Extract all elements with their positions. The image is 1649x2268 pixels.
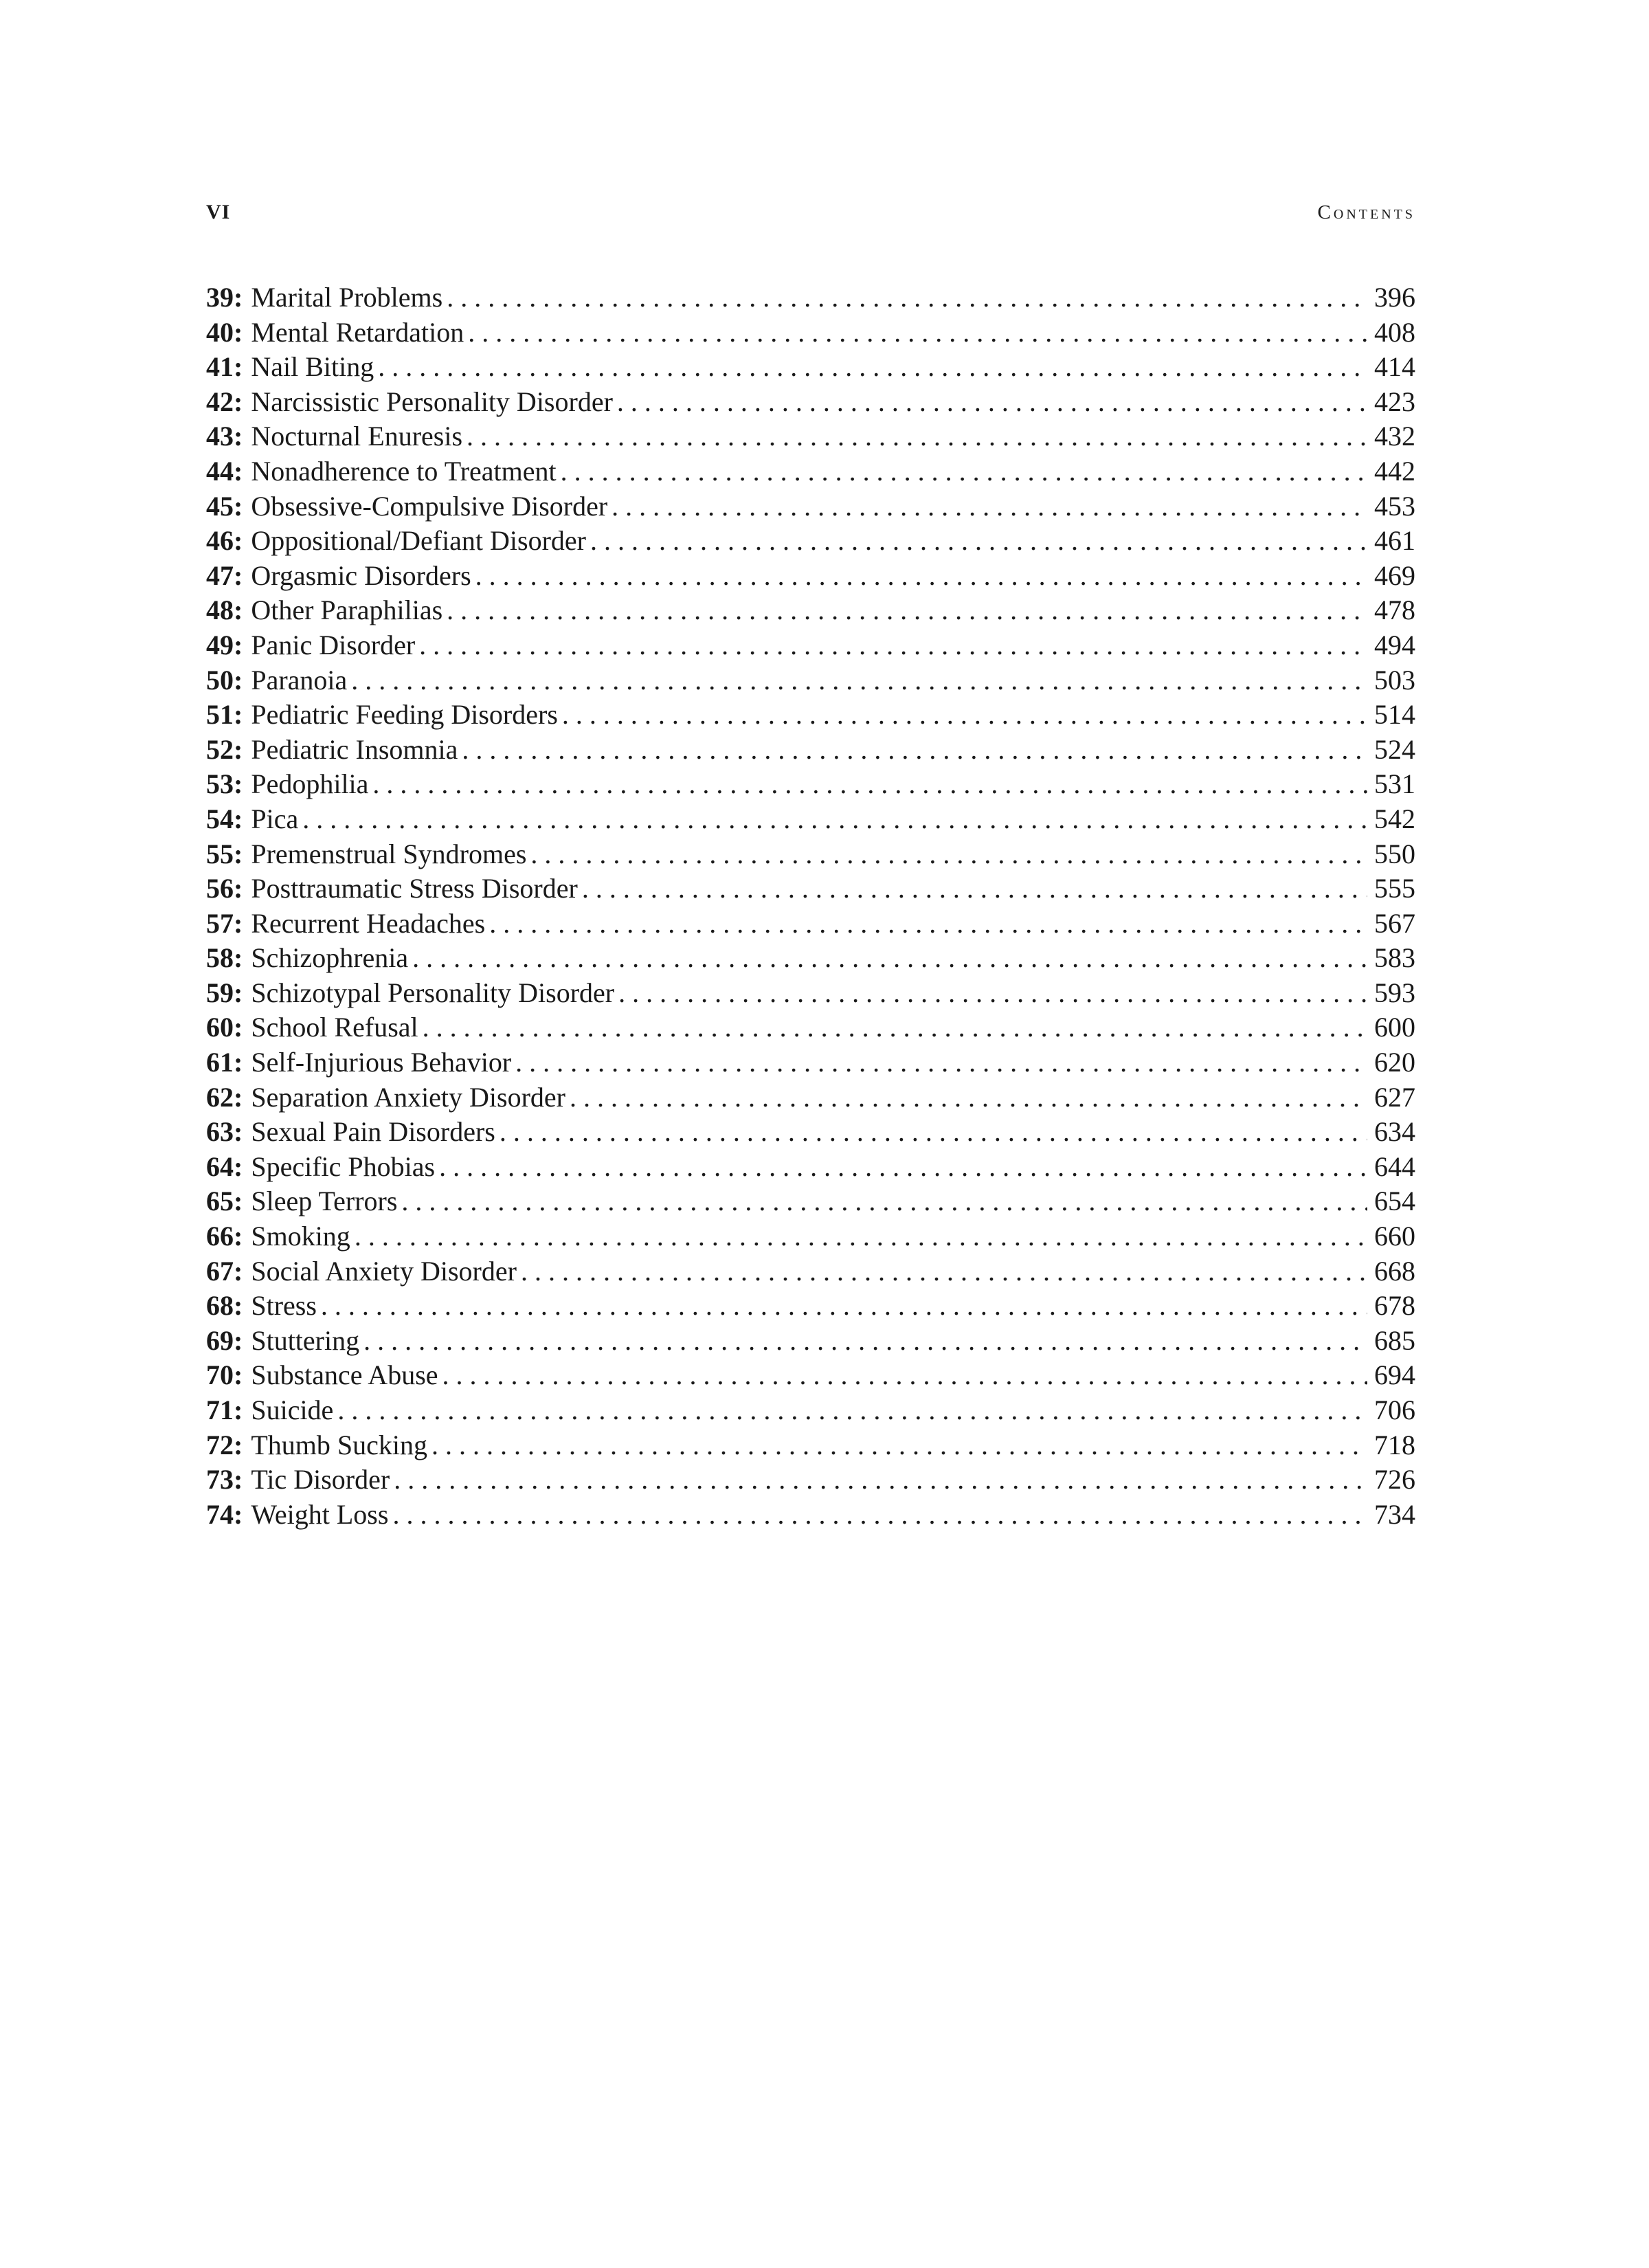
toc-entry[interactable]: [206, 1219, 1415, 1254]
toc-entry[interactable]: [206, 1428, 1415, 1463]
chapter-title: Obsessive-Compulsive Disorder: [251, 490, 608, 522]
toc-entry[interactable]: [206, 1498, 1415, 1533]
chapter-title: Stuttering: [251, 1324, 360, 1356]
dot-leader: [515, 1045, 1367, 1080]
chapter-title: Weight Loss: [251, 1498, 389, 1530]
chapter-number: 59:: [206, 977, 243, 1008]
chapter-title: School Refusal: [251, 1012, 418, 1043]
page-number: 414: [1374, 351, 1415, 383]
chapter-title: Pediatric Insomnia: [251, 733, 458, 765]
chapter-number: 66:: [206, 1221, 243, 1252]
toc-entry[interactable]: [206, 941, 1415, 976]
chapter-number: 65:: [206, 1186, 243, 1217]
dot-leader: [351, 663, 1367, 698]
page-number: 600: [1374, 1012, 1415, 1043]
toc-entry[interactable]: [206, 907, 1415, 942]
chapter-number: 44:: [206, 455, 243, 487]
page-number: 503: [1374, 664, 1415, 696]
chapter-number: 62:: [206, 1081, 243, 1113]
dot-leader: [401, 1184, 1367, 1219]
page-number: 644: [1374, 1150, 1415, 1182]
dot-leader: [521, 1254, 1367, 1289]
toc-entry[interactable]: [206, 663, 1415, 698]
page-number: 542: [1374, 803, 1415, 834]
chapter-title: Self-Injurious Behavior: [251, 1047, 512, 1078]
chapter-title: Stress: [251, 1290, 317, 1322]
toc-entry[interactable]: [206, 802, 1415, 837]
toc-entry[interactable]: [206, 871, 1415, 907]
page-number: 514: [1374, 699, 1415, 731]
running-head: Contents: [1317, 201, 1415, 223]
dot-leader: [431, 1428, 1367, 1463]
chapter-title: Social Anxiety Disorder: [251, 1255, 517, 1287]
toc-entry[interactable]: [206, 1254, 1415, 1289]
dot-leader: [447, 593, 1367, 628]
toc-entry[interactable]: [206, 1115, 1415, 1150]
chapter-title: Suicide: [251, 1394, 334, 1425]
dot-leader: [337, 1393, 1367, 1428]
page-number: 685: [1374, 1324, 1415, 1356]
page-number: 494: [1374, 629, 1415, 660]
dot-leader: [394, 1463, 1367, 1498]
page-number: 627: [1374, 1081, 1415, 1113]
page-number: 718: [1374, 1429, 1415, 1460]
toc-entry[interactable]: [206, 1080, 1415, 1115]
chapter-title: Narcissistic Personality Disorder: [251, 386, 613, 417]
chapter-number: 63:: [206, 1116, 243, 1148]
page-number: 442: [1374, 455, 1415, 487]
chapter-title: Orgasmic Disorders: [251, 559, 471, 591]
chapter-title: Schizophrenia: [251, 942, 409, 974]
chapter-number: 52:: [206, 733, 243, 765]
toc-entry[interactable]: [206, 767, 1415, 802]
chapter-number: 39:: [206, 282, 243, 313]
chapter-number: 46:: [206, 525, 243, 557]
chapter-number: 55:: [206, 838, 243, 869]
dot-leader: [489, 907, 1367, 942]
dot-leader: [570, 1080, 1367, 1115]
chapter-number: 73:: [206, 1464, 243, 1496]
dot-leader: [468, 315, 1367, 351]
page-number: 567: [1374, 907, 1415, 939]
chapter-number: 42:: [206, 386, 243, 417]
chapter-number: 49:: [206, 629, 243, 660]
page-folio: VI: [206, 201, 231, 223]
chapter-title: Posttraumatic Stress Disorder: [251, 873, 578, 904]
dot-leader: [500, 1115, 1367, 1150]
chapter-number: 40:: [206, 316, 243, 348]
chapter-title: Panic Disorder: [251, 629, 416, 660]
dot-leader: [423, 1010, 1367, 1045]
chapter-title: Other Paraphilias: [251, 594, 443, 626]
dot-leader: [392, 1498, 1367, 1533]
page-number: 694: [1374, 1359, 1415, 1391]
chapter-title: Smoking: [251, 1221, 350, 1252]
page-number: 678: [1374, 1290, 1415, 1322]
chapter-title: Oppositional/Defiant Disorder: [251, 525, 587, 557]
dot-leader: [590, 524, 1367, 559]
toc-entry[interactable]: [206, 1289, 1415, 1324]
dot-leader: [582, 871, 1367, 907]
dot-leader: [302, 802, 1367, 837]
dot-leader: [618, 976, 1367, 1011]
toc-entry[interactable]: [206, 1184, 1415, 1219]
chapter-title: Schizotypal Personality Disorder: [251, 977, 615, 1008]
dot-leader: [321, 1289, 1367, 1324]
page-number: 531: [1374, 768, 1415, 800]
chapter-title: Tic Disorder: [251, 1464, 390, 1496]
chapter-title: Premenstrual Syndromes: [251, 838, 527, 869]
page-number: 734: [1374, 1498, 1415, 1530]
chapter-title: Pica: [251, 803, 299, 834]
chapter-title: Recurrent Headaches: [251, 907, 486, 939]
page-number: 654: [1374, 1186, 1415, 1217]
page-number: 469: [1374, 559, 1415, 591]
chapter-title: Pediatric Feeding Disorders: [251, 699, 558, 731]
chapter-title: Nocturnal Enuresis: [251, 421, 463, 452]
chapter-number: 50:: [206, 664, 243, 696]
page-header: [206, 201, 1415, 234]
chapter-title: Sexual Pain Disorders: [251, 1116, 495, 1148]
dot-leader: [442, 1358, 1367, 1393]
table-of-contents: [206, 280, 1415, 1532]
chapter-number: 64:: [206, 1150, 243, 1182]
chapter-number: 72:: [206, 1429, 243, 1460]
dot-leader: [561, 454, 1367, 489]
page-number: 550: [1374, 838, 1415, 869]
toc-entry[interactable]: [206, 1150, 1415, 1185]
dot-leader: [419, 628, 1367, 663]
page-number: 423: [1374, 386, 1415, 417]
toc-entry[interactable]: [206, 698, 1415, 733]
chapter-number: 60:: [206, 1012, 243, 1043]
chapter-number: 69:: [206, 1324, 243, 1356]
chapter-title: Marital Problems: [251, 282, 443, 313]
toc-entry[interactable]: [206, 733, 1415, 768]
dot-leader: [612, 489, 1367, 524]
page-number: 555: [1374, 873, 1415, 904]
page-number: 396: [1374, 282, 1415, 313]
chapter-number: 71:: [206, 1394, 243, 1425]
toc-entry[interactable]: [206, 524, 1415, 559]
chapter-number: 54:: [206, 803, 243, 834]
chapter-number: 47:: [206, 559, 243, 591]
toc-entry[interactable]: [206, 1393, 1415, 1428]
toc-entry[interactable]: [206, 1358, 1415, 1393]
chapter-number: 67:: [206, 1255, 243, 1287]
chapter-title: Paranoia: [251, 664, 348, 696]
toc-entry[interactable]: [206, 315, 1415, 351]
dot-leader: [617, 385, 1367, 420]
toc-entry[interactable]: [206, 385, 1415, 420]
page-number: 432: [1374, 421, 1415, 452]
chapter-title: Substance Abuse: [251, 1359, 438, 1391]
chapter-number: 41:: [206, 351, 243, 383]
page-number: 634: [1374, 1116, 1415, 1148]
chapter-number: 56:: [206, 873, 243, 904]
chapter-number: 43:: [206, 421, 243, 452]
toc-entry[interactable]: [206, 593, 1415, 628]
page-number: 668: [1374, 1255, 1415, 1287]
toc-entry[interactable]: [206, 628, 1415, 663]
dot-leader: [467, 419, 1367, 454]
chapter-number: 51:: [206, 699, 243, 731]
dot-leader: [363, 1324, 1367, 1359]
page-number: 583: [1374, 942, 1415, 974]
chapter-number: 48:: [206, 594, 243, 626]
page-number: 461: [1374, 525, 1415, 557]
chapter-number: 70:: [206, 1359, 243, 1391]
chapter-number: 61:: [206, 1047, 243, 1078]
dot-leader: [530, 837, 1367, 872]
chapter-title: Nail Biting: [251, 351, 374, 383]
toc-entry[interactable]: [206, 1010, 1415, 1045]
chapter-title: Sleep Terrors: [251, 1186, 398, 1217]
chapter-title: Mental Retardation: [251, 316, 464, 348]
dot-leader: [378, 350, 1367, 385]
page-number: 593: [1374, 977, 1415, 1008]
chapter-title: Pedophilia: [251, 768, 369, 800]
toc-entry[interactable]: [206, 350, 1415, 385]
chapter-number: 68:: [206, 1290, 243, 1322]
page-number: 453: [1374, 490, 1415, 522]
chapter-title: Thumb Sucking: [251, 1429, 427, 1460]
toc-entry[interactable]: [206, 1045, 1415, 1080]
chapter-title: Specific Phobias: [251, 1150, 436, 1182]
toc-entry[interactable]: [206, 419, 1415, 454]
page-number: 408: [1374, 316, 1415, 348]
dot-leader: [372, 767, 1367, 802]
toc-entry[interactable]: [206, 1463, 1415, 1498]
toc-entry[interactable]: [206, 1324, 1415, 1359]
dot-leader: [355, 1219, 1367, 1254]
chapter-number: 57:: [206, 907, 243, 939]
chapter-number: 45:: [206, 490, 243, 522]
toc-entry[interactable]: [206, 489, 1415, 524]
toc-entry[interactable]: [206, 454, 1415, 489]
dot-leader: [439, 1150, 1367, 1185]
page-number: 726: [1374, 1464, 1415, 1496]
chapter-number: 53:: [206, 768, 243, 800]
toc-entry[interactable]: [206, 837, 1415, 872]
dot-leader: [412, 941, 1367, 976]
page-number: 706: [1374, 1394, 1415, 1425]
dot-leader: [475, 559, 1367, 594]
chapter-title: Nonadherence to Treatment: [251, 455, 557, 487]
chapter-number: 74:: [206, 1498, 243, 1530]
page-number: 524: [1374, 733, 1415, 765]
page-number: 660: [1374, 1221, 1415, 1252]
toc-entry[interactable]: [206, 976, 1415, 1011]
chapter-title: Separation Anxiety Disorder: [251, 1081, 566, 1113]
chapter-number: 58:: [206, 942, 243, 974]
dot-leader: [447, 280, 1367, 315]
page-number: 478: [1374, 594, 1415, 626]
dot-leader: [562, 698, 1367, 733]
toc-entry[interactable]: [206, 280, 1415, 315]
dot-leader: [462, 733, 1367, 768]
page-number: 620: [1374, 1047, 1415, 1078]
toc-entry[interactable]: [206, 559, 1415, 594]
